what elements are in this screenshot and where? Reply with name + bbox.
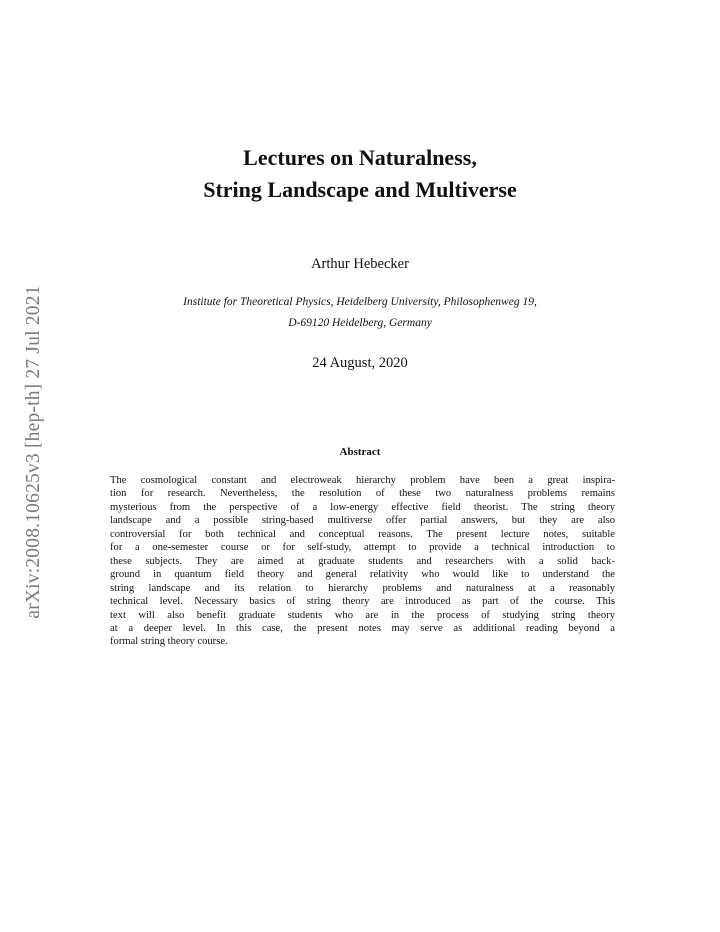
abstract-line: The cosmological constant and electroweak hierarchy problem have been a great inspira- — [110, 475, 615, 486]
abstract-line: at a deeper level. In this case, the present notes may serve as additional reading beyond a — [110, 622, 615, 634]
abstract-line: these subjects. They are aimed at graduate students and researchers with a solid back- — [110, 555, 615, 567]
abstract-line: string landscape and its relation to hierarchy problems and naturalness at a reasonably — [110, 582, 615, 594]
affiliation-line: D-69120 Heidelberg, Germany — [288, 317, 432, 329]
abstract-line: landscape and a possible string-based multiverse offer partial answers, but they are also — [110, 515, 615, 527]
abstract-line: technical level. Necessary basics of string theory are introduced as part of the course. This — [110, 596, 615, 608]
paper-title — [0, 142, 720, 206]
abstract-line: mysterious from the perspective of a low-energy effective field theorist. The string theory — [110, 501, 615, 513]
abstract-line: text will also benefit graduate students who are in the process of studying string theory — [110, 609, 615, 621]
paper-date: 24 August, 2020 — [312, 355, 408, 371]
author-affiliation — [0, 292, 720, 334]
title-line: Lectures on Naturalness, — [243, 145, 477, 170]
arxiv-identifier: arXiv:2008.10625v3 [hep-th] 27 Jul 2021 — [23, 285, 44, 619]
abstract-line: tion for research. Nevertheless, the resolution of these two naturalness problems remains — [110, 488, 615, 500]
abstract-heading: Abstract — [339, 446, 381, 458]
abstract-line: ground in quantum field theory and general relativity who would like to understand the — [110, 569, 615, 581]
abstract-line: for a one-semester course or for self-study, attempt to provide a technical introduction to — [110, 542, 615, 554]
abstract-line: formal string theory course. — [110, 636, 228, 648]
author-name: Arthur Hebecker — [311, 256, 409, 272]
affiliation-line: Institute for Theoretical Physics, Heidelberg University, Philosophenweg 19, — [183, 296, 537, 308]
abstract-line: controversial for both technical and conceptual reasons. The present lecture notes, suitable — [110, 528, 615, 540]
abstract-text — [110, 474, 615, 649]
title-line: String Landscape and Multiverse — [203, 177, 517, 202]
